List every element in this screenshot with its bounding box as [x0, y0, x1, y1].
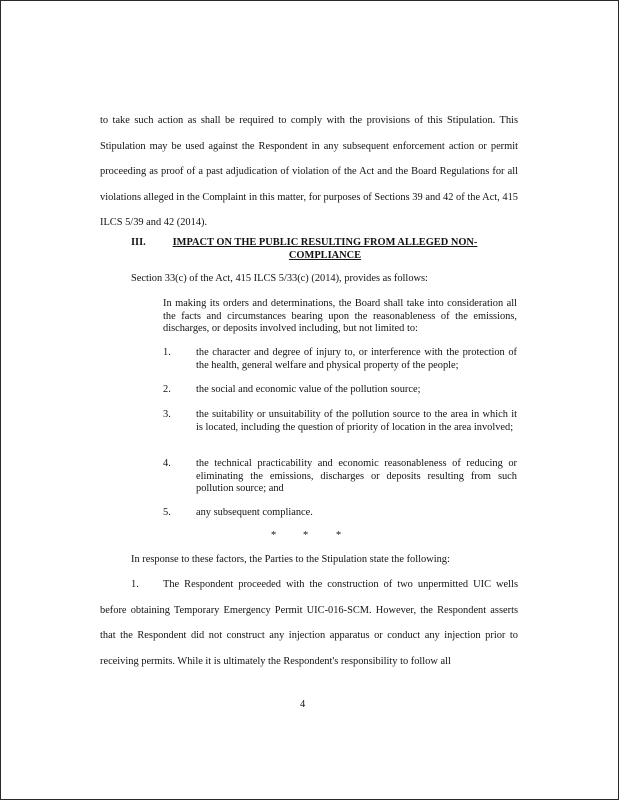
factor-text: the technical practicability and economic reasonableness of reducing or eliminating the emissions, discharges or deposits resulting from such pollution source; and: [196, 458, 517, 494]
continuation-paragraph: to take such action as shall be required to comply with the provisions of this Stipulation. This Stipulation may be used against the Respondent in any subsequent enforcement action or permit proceeding as proof of a past adjudication of violation of the Act and the Board Regulations for all violations alleged in the Complaint in this matter, for purposes of Sections 39 and 42 of the Act, 415 ILCS 5/39 and 42 (2014).: [100, 115, 518, 228]
section-number: III.: [131, 237, 146, 248]
paragraph-1: The Respondent proceeded with the construction of two unpermitted UIC wells before obtaining Temporary Emergency Permit UIC-016-SCM. However, the Respondent asserts that the Respondent did not construct any injection apparatus or conduct any injection prior to receiving permits. While it is ultimately the Respondent's responsibility to follow all: [100, 579, 518, 667]
factor-number: 4.: [163, 458, 171, 469]
star: *: [336, 530, 342, 541]
factor-text: the social and economic value of the pollution source;: [196, 384, 421, 395]
factor-number: 1.: [163, 347, 171, 358]
factor-number: 2.: [163, 384, 171, 395]
star: *: [303, 530, 309, 541]
response-intro: In response to these factors, the Parties to the Stipulation state the following:: [131, 554, 450, 565]
star: *: [271, 530, 277, 541]
quote-intro: In making its orders and determinations, the Board shall take into consideration all the facts and circumstances bearing upon the reasonableness of the emissions, discharges, or deposits involved including, but not limited to:: [163, 298, 517, 334]
factor-text: any subsequent compliance.: [196, 507, 313, 518]
factor-text: the suitability or unsuitability of the pollution source to the area in which it is located, including the question of priority of location in the area involved;: [196, 409, 517, 433]
statute-intro: Section 33(c) of the Act, 415 ILCS 5/33(c) (2014), provides as follows:: [131, 273, 428, 284]
factor-number: 5.: [163, 507, 171, 518]
factor-number: 3.: [163, 409, 171, 420]
section-title: IMPACT ON THE PUBLIC RESULTING FROM ALLEGED NON-COMPLIANCE: [172, 237, 478, 261]
factor-text: the character and degree of injury to, or interference with the protection of the health, general welfare and physical property of the people;: [196, 347, 517, 371]
paragraph-number: 1.: [131, 579, 139, 590]
page-number: 4: [300, 699, 306, 710]
